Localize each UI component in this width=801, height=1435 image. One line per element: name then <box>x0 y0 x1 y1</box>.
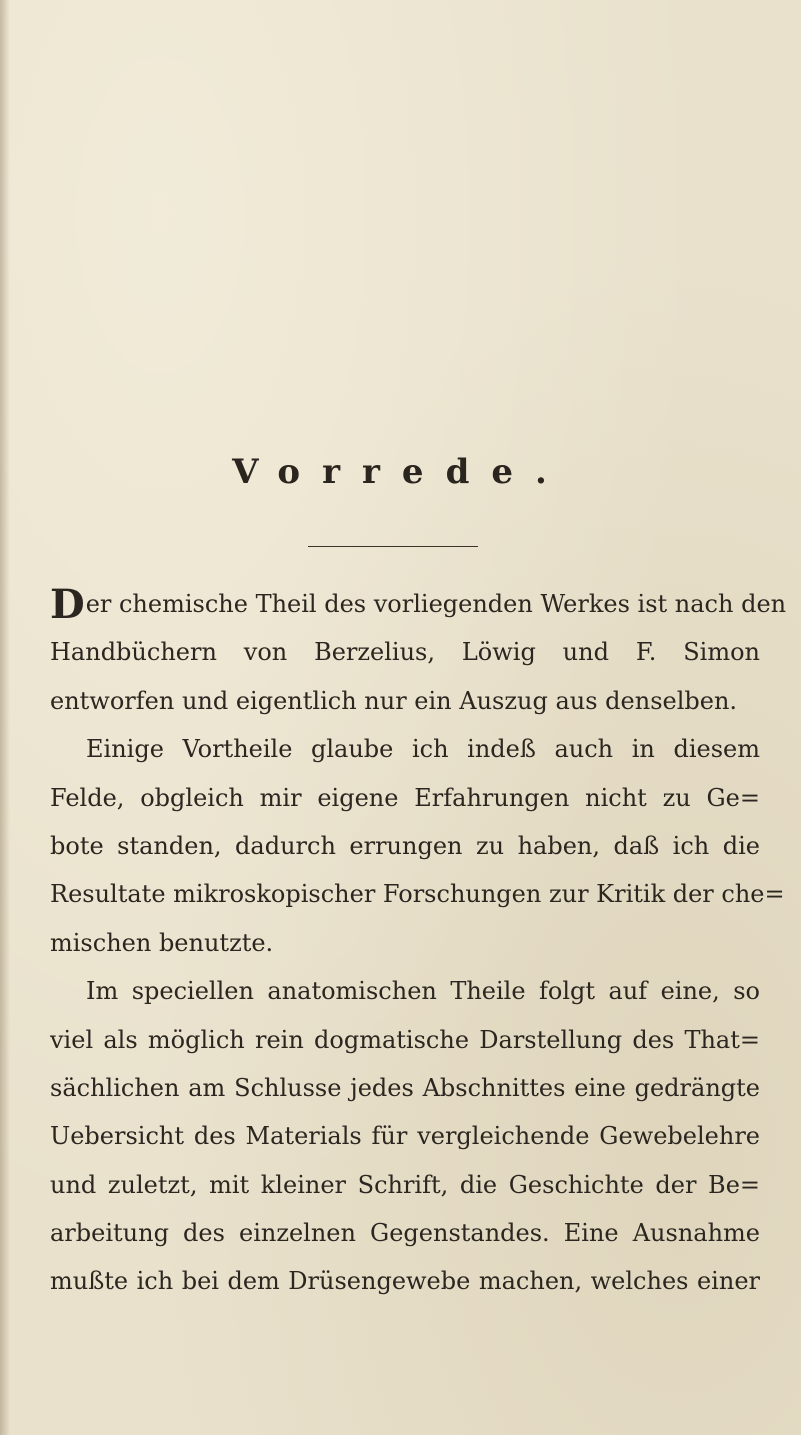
text-line: Der chemische Theil des vorliegenden Werkes ist nach den <box>50 581 787 628</box>
text-line: Handbüchern von Berzelius, Löwig und F. Simon <box>50 638 760 667</box>
page-binding-shadow <box>0 0 10 1435</box>
text-line: entworfen und eigentlich nur ein Auszug aus denselben. <box>50 686 738 715</box>
drop-cap: D <box>50 581 85 628</box>
text-line: bote standen, dadurch errungen zu haben, daß ich die <box>50 831 760 860</box>
text-line: mußte ich bei dem Drüsengewebe machen, welches einer <box>50 1267 760 1296</box>
body-text <box>50 580 787 1306</box>
text-line: Einige Vortheile glaube ich indeß auch in diesem <box>86 735 760 764</box>
page-heading: Vorrede. <box>232 452 569 492</box>
text-line: Uebersicht des Materials für vergleichende Gewebelehre <box>50 1122 760 1151</box>
text-line: und zuletzt, mit kleiner Schrift, die Geschichte der Be= <box>50 1170 760 1199</box>
text-line: mischen benutzte. <box>50 928 274 957</box>
text-line: sächlichen am Schlusse jedes Abschnittes eine gedrängte <box>50 1073 760 1102</box>
text-line: Resultate mikroskopischer Forschungen zur Kritik der che= <box>50 880 785 909</box>
text-line: arbeitung des einzelnen Gegenstandes. Eine Ausnahme <box>50 1219 760 1248</box>
text-line: viel als möglich rein dogmatische Darstellung des That= <box>50 1025 760 1054</box>
heading-rule <box>308 546 478 547</box>
text-line: Im speciellen anatomischen Theile folgt auf eine, so <box>86 977 760 1006</box>
text-line: Felde, obgleich mir eigene Erfahrungen nicht zu Ge= <box>50 783 760 812</box>
